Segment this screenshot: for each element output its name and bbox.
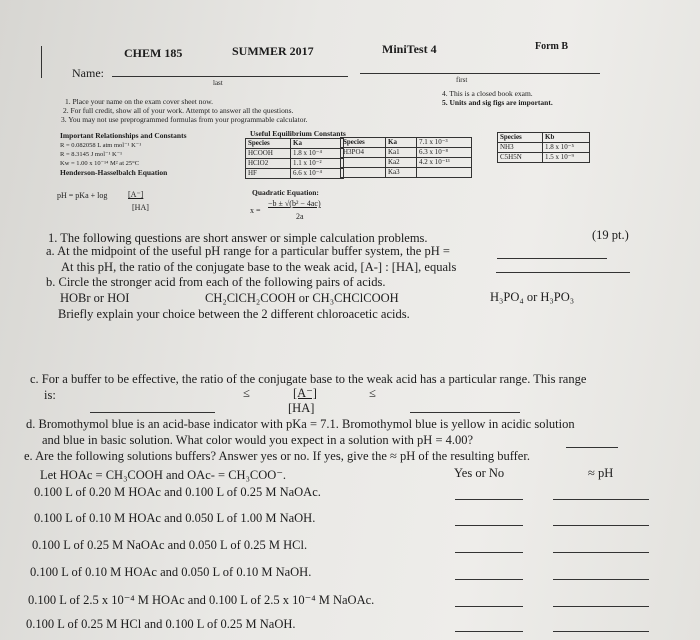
- course-title: CHEM 185: [124, 46, 183, 60]
- answer-yesno-5[interactable]: [455, 606, 523, 607]
- t1-h-species: Species: [246, 139, 291, 149]
- acid-table-2: [340, 137, 472, 178]
- q1c-upper-bound[interactable]: [410, 412, 520, 413]
- answer-yesno-1[interactable]: [455, 499, 523, 500]
- hh-denominator: [HA]: [132, 203, 149, 212]
- q1c-lower-bound[interactable]: [90, 412, 215, 413]
- q1a-ph-answer[interactable]: [497, 258, 607, 259]
- t2-species: [341, 168, 386, 178]
- gas-constant-atm: R = 0.082058 L atm mol⁻¹ K⁻¹: [60, 142, 142, 149]
- quadratic-denominator: 2a: [296, 212, 304, 221]
- quadratic-numerator: −b ± √(b² − 4ac): [268, 199, 321, 208]
- q1c-le-1: ≤: [243, 386, 250, 400]
- t2-v0: 7.1 x 10⁻³: [417, 138, 472, 148]
- name-label: Name:: [72, 66, 104, 80]
- instruction-2: 2. For full credit, show all of your work. Attempt to answer all the questions.: [63, 106, 294, 115]
- first-name-line[interactable]: [360, 73, 600, 74]
- q1a-ratio-answer[interactable]: [496, 272, 630, 273]
- answer-yesno-2[interactable]: [455, 525, 523, 526]
- t1-h-ka: Ka: [291, 139, 344, 149]
- gas-constant-j: R = 8.3145 J mol⁻¹ K⁻¹: [60, 151, 123, 158]
- q1-points: (19 pt.): [592, 228, 629, 242]
- answer-yesno-6[interactable]: [455, 631, 523, 632]
- answer-yesno-4[interactable]: [455, 579, 523, 580]
- acid-table-1: [245, 138, 344, 179]
- answer-ph-5[interactable]: [553, 606, 649, 607]
- test-title: MiniTest 4: [382, 42, 437, 56]
- quadratic-lhs: x =: [250, 206, 261, 215]
- solution-4: 0.100 L of 0.10 M HOAc and 0.050 L of 0.10 M NaOH.: [30, 565, 312, 579]
- t2-ka2: Ka2: [386, 158, 417, 168]
- col-yes-no: Yes or No: [454, 466, 505, 480]
- solution-5: 0.100 L of 2.5 x 10⁻⁴ M HOAc and 0.100 L of 2.5 x 10⁻⁴ M NaOAc.: [28, 593, 375, 607]
- answer-ph-1[interactable]: [553, 499, 649, 500]
- t2-species: [341, 158, 386, 168]
- instruction-1: 1. Place your name on the exam cover sheet now.: [65, 97, 214, 106]
- t2-h-ka: Ka: [386, 138, 417, 148]
- t3-kb: 1.8 x 10⁻⁵: [543, 143, 590, 153]
- answer-yesno-3[interactable]: [455, 552, 523, 553]
- q1c-numerator: [A⁻]: [293, 386, 317, 400]
- solution-1: 0.100 L of 0.20 M HOAc and 0.100 L of 0.25 M NaOAc.: [34, 485, 321, 499]
- q1a-line2: At this pH, the ratio of the conjugate base to the weak acid, [A-] : [HA], equals: [61, 260, 457, 274]
- answer-ph-2[interactable]: [553, 525, 649, 526]
- acid-pair-1[interactable]: HOBr or HOI: [60, 291, 130, 305]
- quadratic-title: Quadratic Equation:: [252, 188, 319, 197]
- t3-species: NH3: [498, 143, 543, 153]
- t1-ka: 1.8 x 10⁻⁴: [291, 149, 344, 159]
- t3-kb: 1.5 x 10⁻⁹: [543, 153, 590, 163]
- q1d-line2: and blue in basic solution. What color would you expect in a solution with pH = 4.00?: [42, 433, 474, 447]
- water-constant: Kw = 1.00 x 10⁻¹⁴ M² at 25°C: [60, 160, 140, 167]
- t2-v1: 6.3 x 10⁻⁸: [417, 148, 472, 158]
- q1c-denominator: [HA]: [288, 401, 315, 415]
- t3-species: C5H5N: [498, 153, 543, 163]
- solution-3: 0.100 L of 0.25 M NaOAc and 0.050 L of 0.25 M HCl.: [32, 538, 308, 552]
- last-caption: last: [213, 79, 223, 87]
- q1b-line2: Briefly explain your choice between the 2 different chloroacetic acids.: [58, 307, 410, 321]
- solution-6: 0.100 L of 0.25 M HCl and 0.100 L of 0.25 M NaOH.: [26, 617, 296, 631]
- hh-title: Henderson-Hasselbalch Equation: [60, 168, 168, 177]
- q1b-line1: b. Circle the stronger acid from each of the following pairs of acids.: [46, 275, 386, 289]
- q1d-line1: d. Bromothymol blue is an acid-base indicator with pKa = 7.1. Bromothymol blue is yellow in acidic solution: [26, 417, 575, 431]
- equilibrium-title: Useful Equilibrium Constants: [250, 129, 346, 138]
- t1-ka: 6.6 x 10⁻⁴: [291, 169, 344, 179]
- t2-ka3: Ka3: [386, 168, 417, 178]
- q1c-line1: c. For a buffer to be effective, the ratio of the conjugate base to the weak acid has a particular range. This range: [30, 372, 587, 386]
- col-ph: ≈ pH: [588, 466, 614, 480]
- t1-species: HCOOH: [246, 149, 291, 159]
- q1e-line1: e. Are the following solutions buffers? Answer yes or no. If yes, give the ≈ pH of the resulting buffer.: [24, 449, 530, 463]
- relationships-title: Important Relationships and Constants: [60, 131, 187, 140]
- hh-lhs: pH = pKa + log: [57, 191, 108, 200]
- t2-h-species: Species: [341, 138, 386, 148]
- t3-h-kb: Kb: [543, 133, 590, 143]
- t2-v2: 4.2 x 10⁻¹³: [417, 158, 472, 168]
- answer-ph-3[interactable]: [553, 552, 649, 553]
- margin-rule: [41, 46, 42, 78]
- last-name-line[interactable]: [112, 76, 348, 77]
- t1-ka: 1.1 x 10⁻²: [291, 159, 344, 169]
- q1d-color-answer[interactable]: [566, 447, 618, 448]
- t1-species: HF: [246, 169, 291, 179]
- t2-species: H3PO4: [341, 148, 386, 158]
- instruction-3: 3. You may not use preprogrammed formulas from your programmable calculator.: [61, 115, 308, 124]
- q1-intro: 1. The following questions are short answer or simple calculation problems.: [48, 231, 428, 245]
- acid-pair-3[interactable]: H₃PO₄ or H₃PO₃: [490, 290, 575, 304]
- q1a-line1: a. At the midpoint of the useful pH range for a particular buffer system, the pH =: [46, 244, 450, 258]
- first-caption: first: [456, 76, 468, 84]
- t3-h-species: Species: [498, 133, 543, 143]
- instruction-4: 4. This is a closed book exam.: [442, 89, 533, 98]
- term-label: SUMMER 2017: [232, 44, 314, 58]
- t2-ka1: Ka1: [386, 148, 417, 158]
- form-label: Form B: [535, 41, 569, 52]
- hh-numerator: [A⁻]: [128, 190, 144, 199]
- q1e-line2: Let HOAc = CH₃COOH and OAc- = CH₃COO⁻.: [40, 468, 287, 482]
- base-table: [497, 132, 590, 163]
- acid-pair-2[interactable]: CH₂ClCH₂COOH or CH₃CHClCOOH: [205, 291, 399, 305]
- q1c-le-2: ≤: [369, 386, 376, 400]
- answer-ph-4[interactable]: [553, 579, 649, 580]
- t1-species: HClO2: [246, 159, 291, 169]
- q1c-line2: is:: [44, 388, 56, 402]
- solution-2: 0.100 L of 0.10 M HOAc and 0.050 L of 1.00 M NaOH.: [34, 511, 316, 525]
- answer-ph-6[interactable]: [553, 631, 649, 632]
- instruction-5: 5. Units and sig figs are important.: [442, 98, 553, 107]
